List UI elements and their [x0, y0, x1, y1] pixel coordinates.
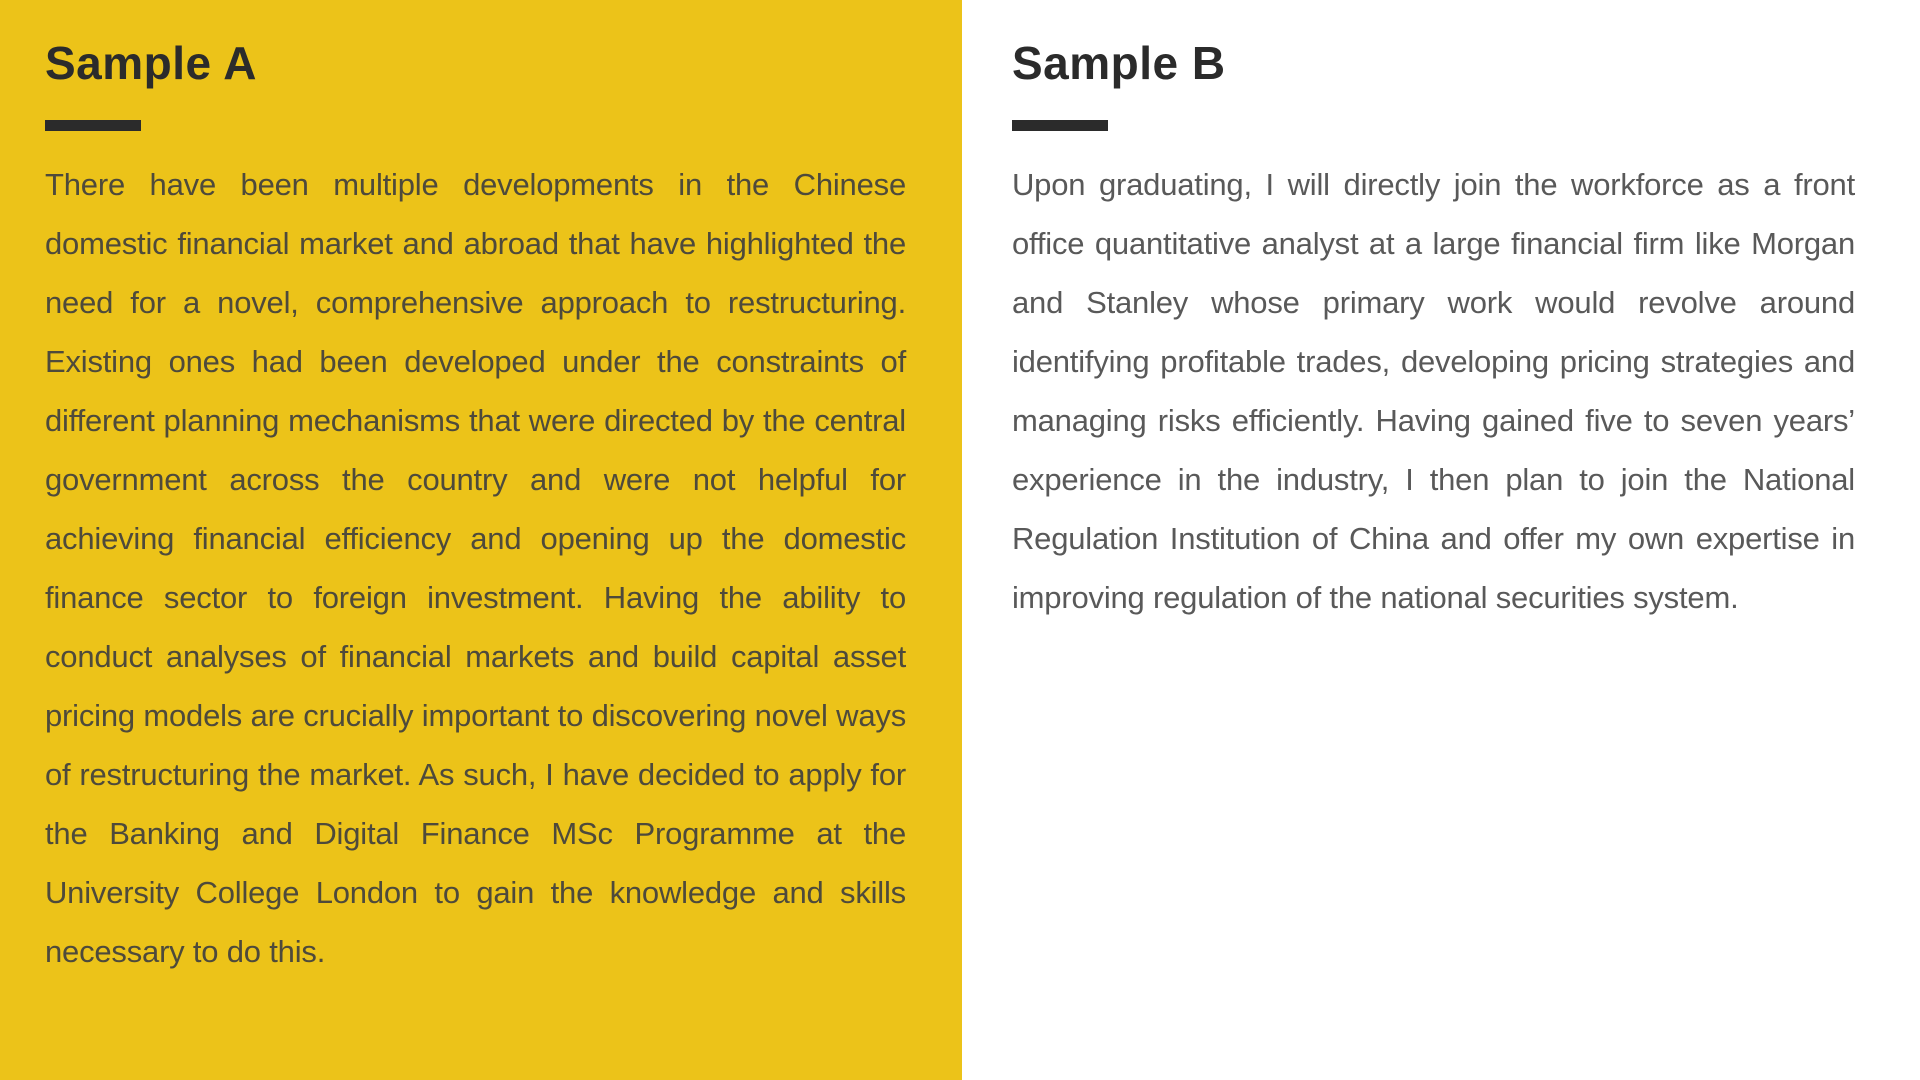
sample-a-title-underline: [45, 120, 141, 131]
sample-b-panel: [962, 0, 1920, 1080]
sample-a-paragraph: There have been multiple developments in the Chinese domestic financial market and abroad that have highlighted the need for a novel, comprehensive approach to restructuring. Existing ones had been developed under the constraints of different planning mechanisms that were directed by the central government across the country and were not helpful for achieving financial efficiency and opening up the domestic finance sector to foreign investment. Having the ability to conduct analyses of financial markets and build capital asset pricing models are crucially important to discovering novel ways of restructuring the market. As such, I have decided to apply for the Banking and Digital Finance MSc Programme at the University College London to gain the knowledge and skills necessary to do this.: [45, 167, 906, 969]
sample-b-title-underline: [1012, 120, 1108, 131]
sample-b-paragraph: Upon graduating, I will directly join the workforce as a front office quantitative analyst at a large financial firm like Morgan and Stanley whose primary work would revolve around identifying profitable trades, developing pricing strategies and managing risks efficiently. Having gained five to seven years’ experience in the industry, I then plan to join the National Regulation Institution of China and offer my own expertise in improving regulation of the national securities system.: [1012, 167, 1855, 615]
sample-b-title: Sample B: [1012, 37, 1226, 89]
sample-a-title: Sample A: [45, 37, 257, 89]
